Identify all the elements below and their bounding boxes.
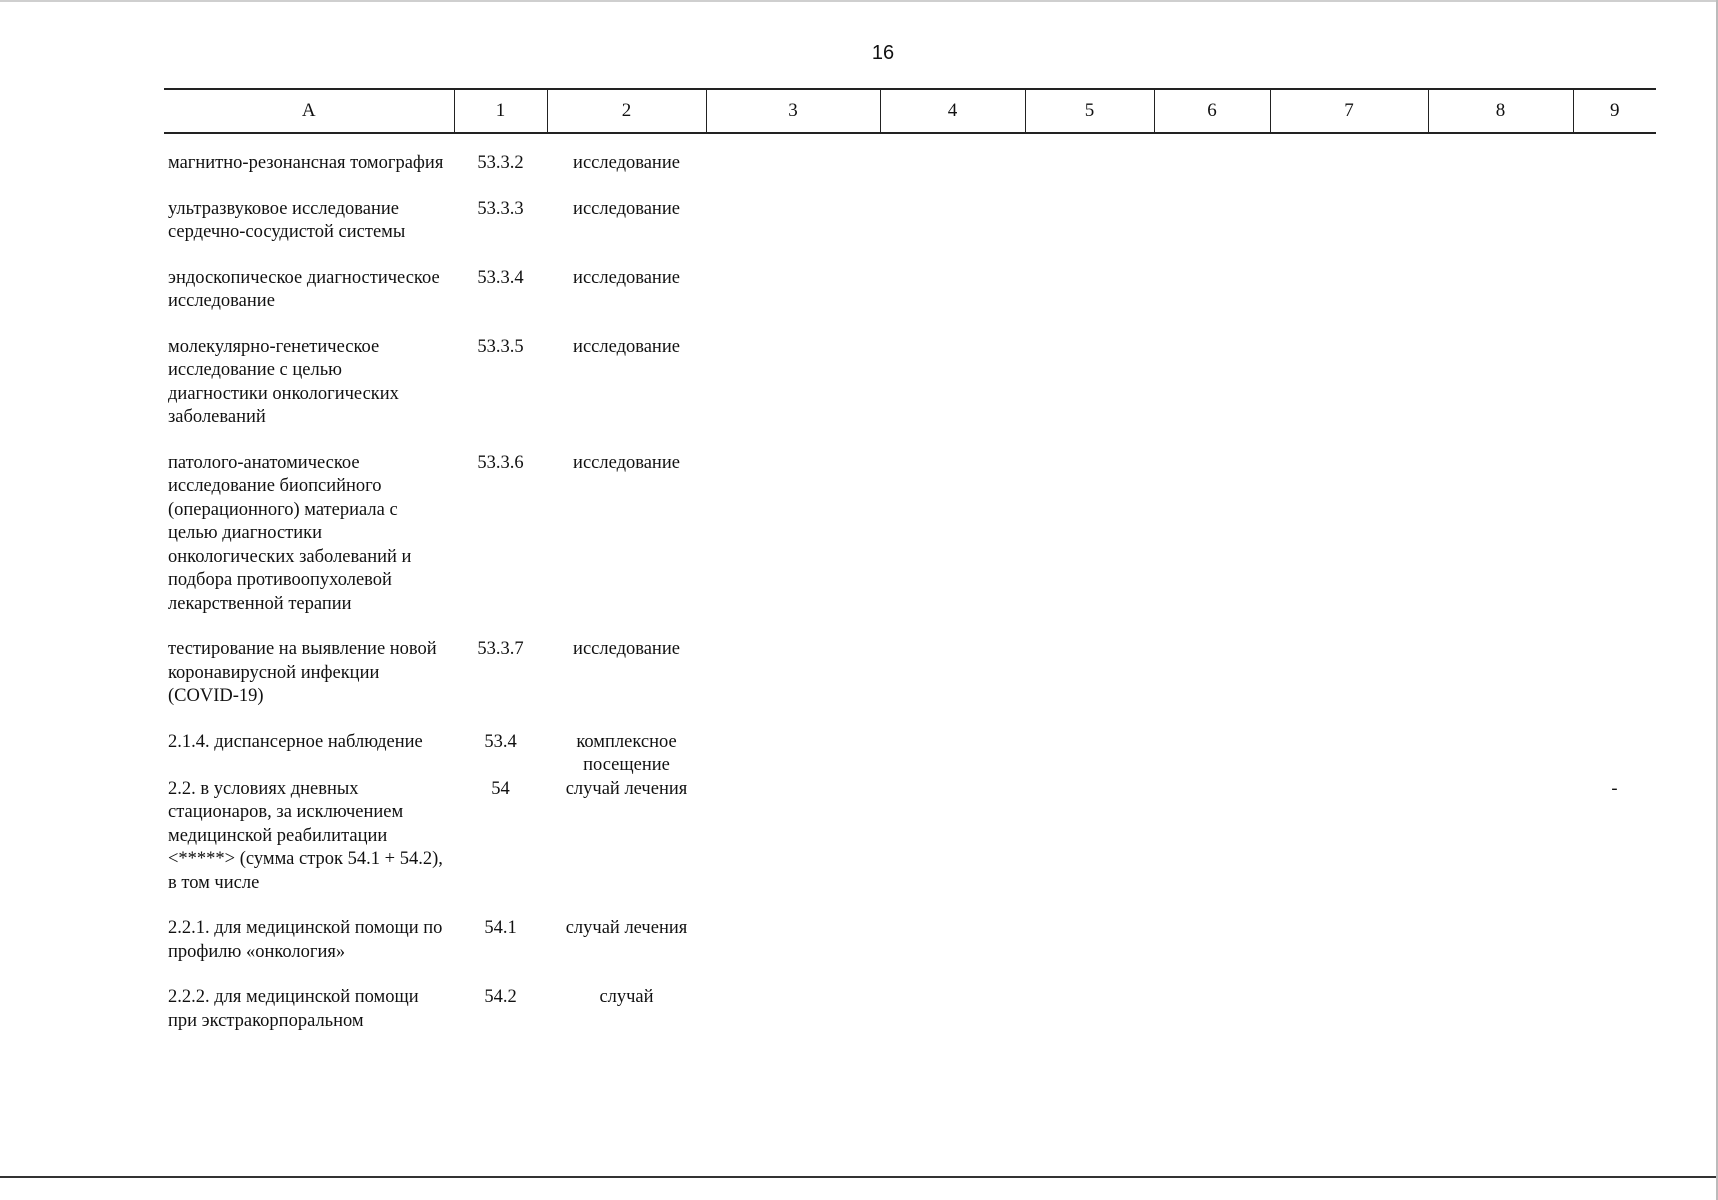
row-unit: случай лечения: [565, 778, 688, 799]
row-name: магнитно-резонансная томография: [168, 153, 444, 173]
row-unit: исследование: [573, 198, 680, 219]
row-unit: исследование: [573, 267, 680, 288]
row-col9: [1573, 917, 1656, 986]
row-col9: [1573, 452, 1656, 639]
scan-top-edge: [0, 0, 1718, 2]
table-row: [164, 452, 1656, 639]
row-col9: [1573, 152, 1656, 198]
row-name: молекулярно-генетическое исследование с целью диагностики онкологических заболеваний: [168, 336, 399, 427]
row-code: 54.1: [484, 918, 517, 938]
header-row: [164, 89, 1656, 133]
row-code: 53.3.4: [477, 267, 524, 288]
row-col9: [1573, 267, 1656, 336]
header-cell-1: 1: [454, 89, 547, 133]
row-col9: [1573, 731, 1656, 778]
row-code: 53.3.5: [477, 336, 524, 357]
header-cell-8: 8: [1428, 89, 1573, 133]
header-cell-2: 2: [547, 89, 706, 133]
table-row: [164, 336, 1656, 452]
table-row: [164, 267, 1656, 336]
table-row: [164, 638, 1656, 731]
row-name: 2.2.1. для медицинской помощи по профилю «онкология»: [168, 918, 443, 962]
header-cell-6: 6: [1154, 89, 1270, 133]
row-code: 53.3.2: [477, 153, 524, 173]
row-code: 53.3.7: [477, 639, 524, 659]
row-name: 2.1.4. диспансерное наблюдение: [168, 731, 423, 752]
row-code: 54: [491, 778, 510, 799]
row-code: 53.3.6: [477, 452, 524, 473]
header-cell-a: А: [164, 89, 454, 133]
row-unit: исследование: [573, 452, 680, 473]
table-row: [164, 152, 1656, 198]
row-col9: [1573, 638, 1656, 731]
row-name: 2.2.2. для медицинской помощи при экстракорпоральном: [168, 987, 419, 1031]
row-name: тестирование на выявление новой коронавирусной инфекции (COVID-19): [168, 639, 437, 706]
row-unit: исследование: [573, 336, 680, 357]
header-cell-5: 5: [1025, 89, 1154, 133]
table-row: [164, 917, 1656, 986]
header-cell-4: 4: [880, 89, 1025, 133]
page-number: 16: [871, 42, 895, 64]
row-code: 54.2: [484, 987, 517, 1007]
row-unit: исследование: [573, 639, 680, 659]
scan-bottom-edge: [0, 1176, 1718, 1178]
table-row: [164, 986, 1656, 1055]
table-row: [164, 198, 1656, 267]
row-col9: -: [1611, 778, 1618, 799]
row-name: эндоскопическое диагностическое исследование: [168, 267, 440, 311]
row-code: 53.3.3: [477, 198, 524, 219]
row-col9: [1573, 986, 1656, 1055]
header-cell-3: 3: [706, 89, 880, 133]
row-col9: [1573, 336, 1656, 452]
row-unit: комплексное посещение: [576, 731, 677, 775]
table-row: [164, 731, 1656, 778]
row-code: 53.4: [484, 731, 517, 752]
row-name: ультразвуковое исследование сердечно-сосудистой системы: [168, 198, 406, 242]
row-col9: [1573, 198, 1656, 267]
header-cell-7: 7: [1270, 89, 1428, 133]
row-name: патолого-анатомическое исследование биопсийного (операционного) материала с целью диагностики онкологических заболеваний и подбора противоопухолевой лекарственной терапии: [168, 452, 412, 614]
header-cell-9: 9: [1573, 89, 1656, 133]
row-unit: случай: [599, 987, 654, 1007]
row-unit: случай лечения: [565, 918, 688, 938]
data-table: [164, 88, 1656, 1055]
table-row: [164, 778, 1656, 918]
row-name: 2.2. в условиях дневных стационаров, за исключением медицинской реабилитации <*****> (сумма строк 54.1 + 54.2), в том числе: [168, 778, 443, 893]
row-unit: исследование: [573, 153, 680, 173]
